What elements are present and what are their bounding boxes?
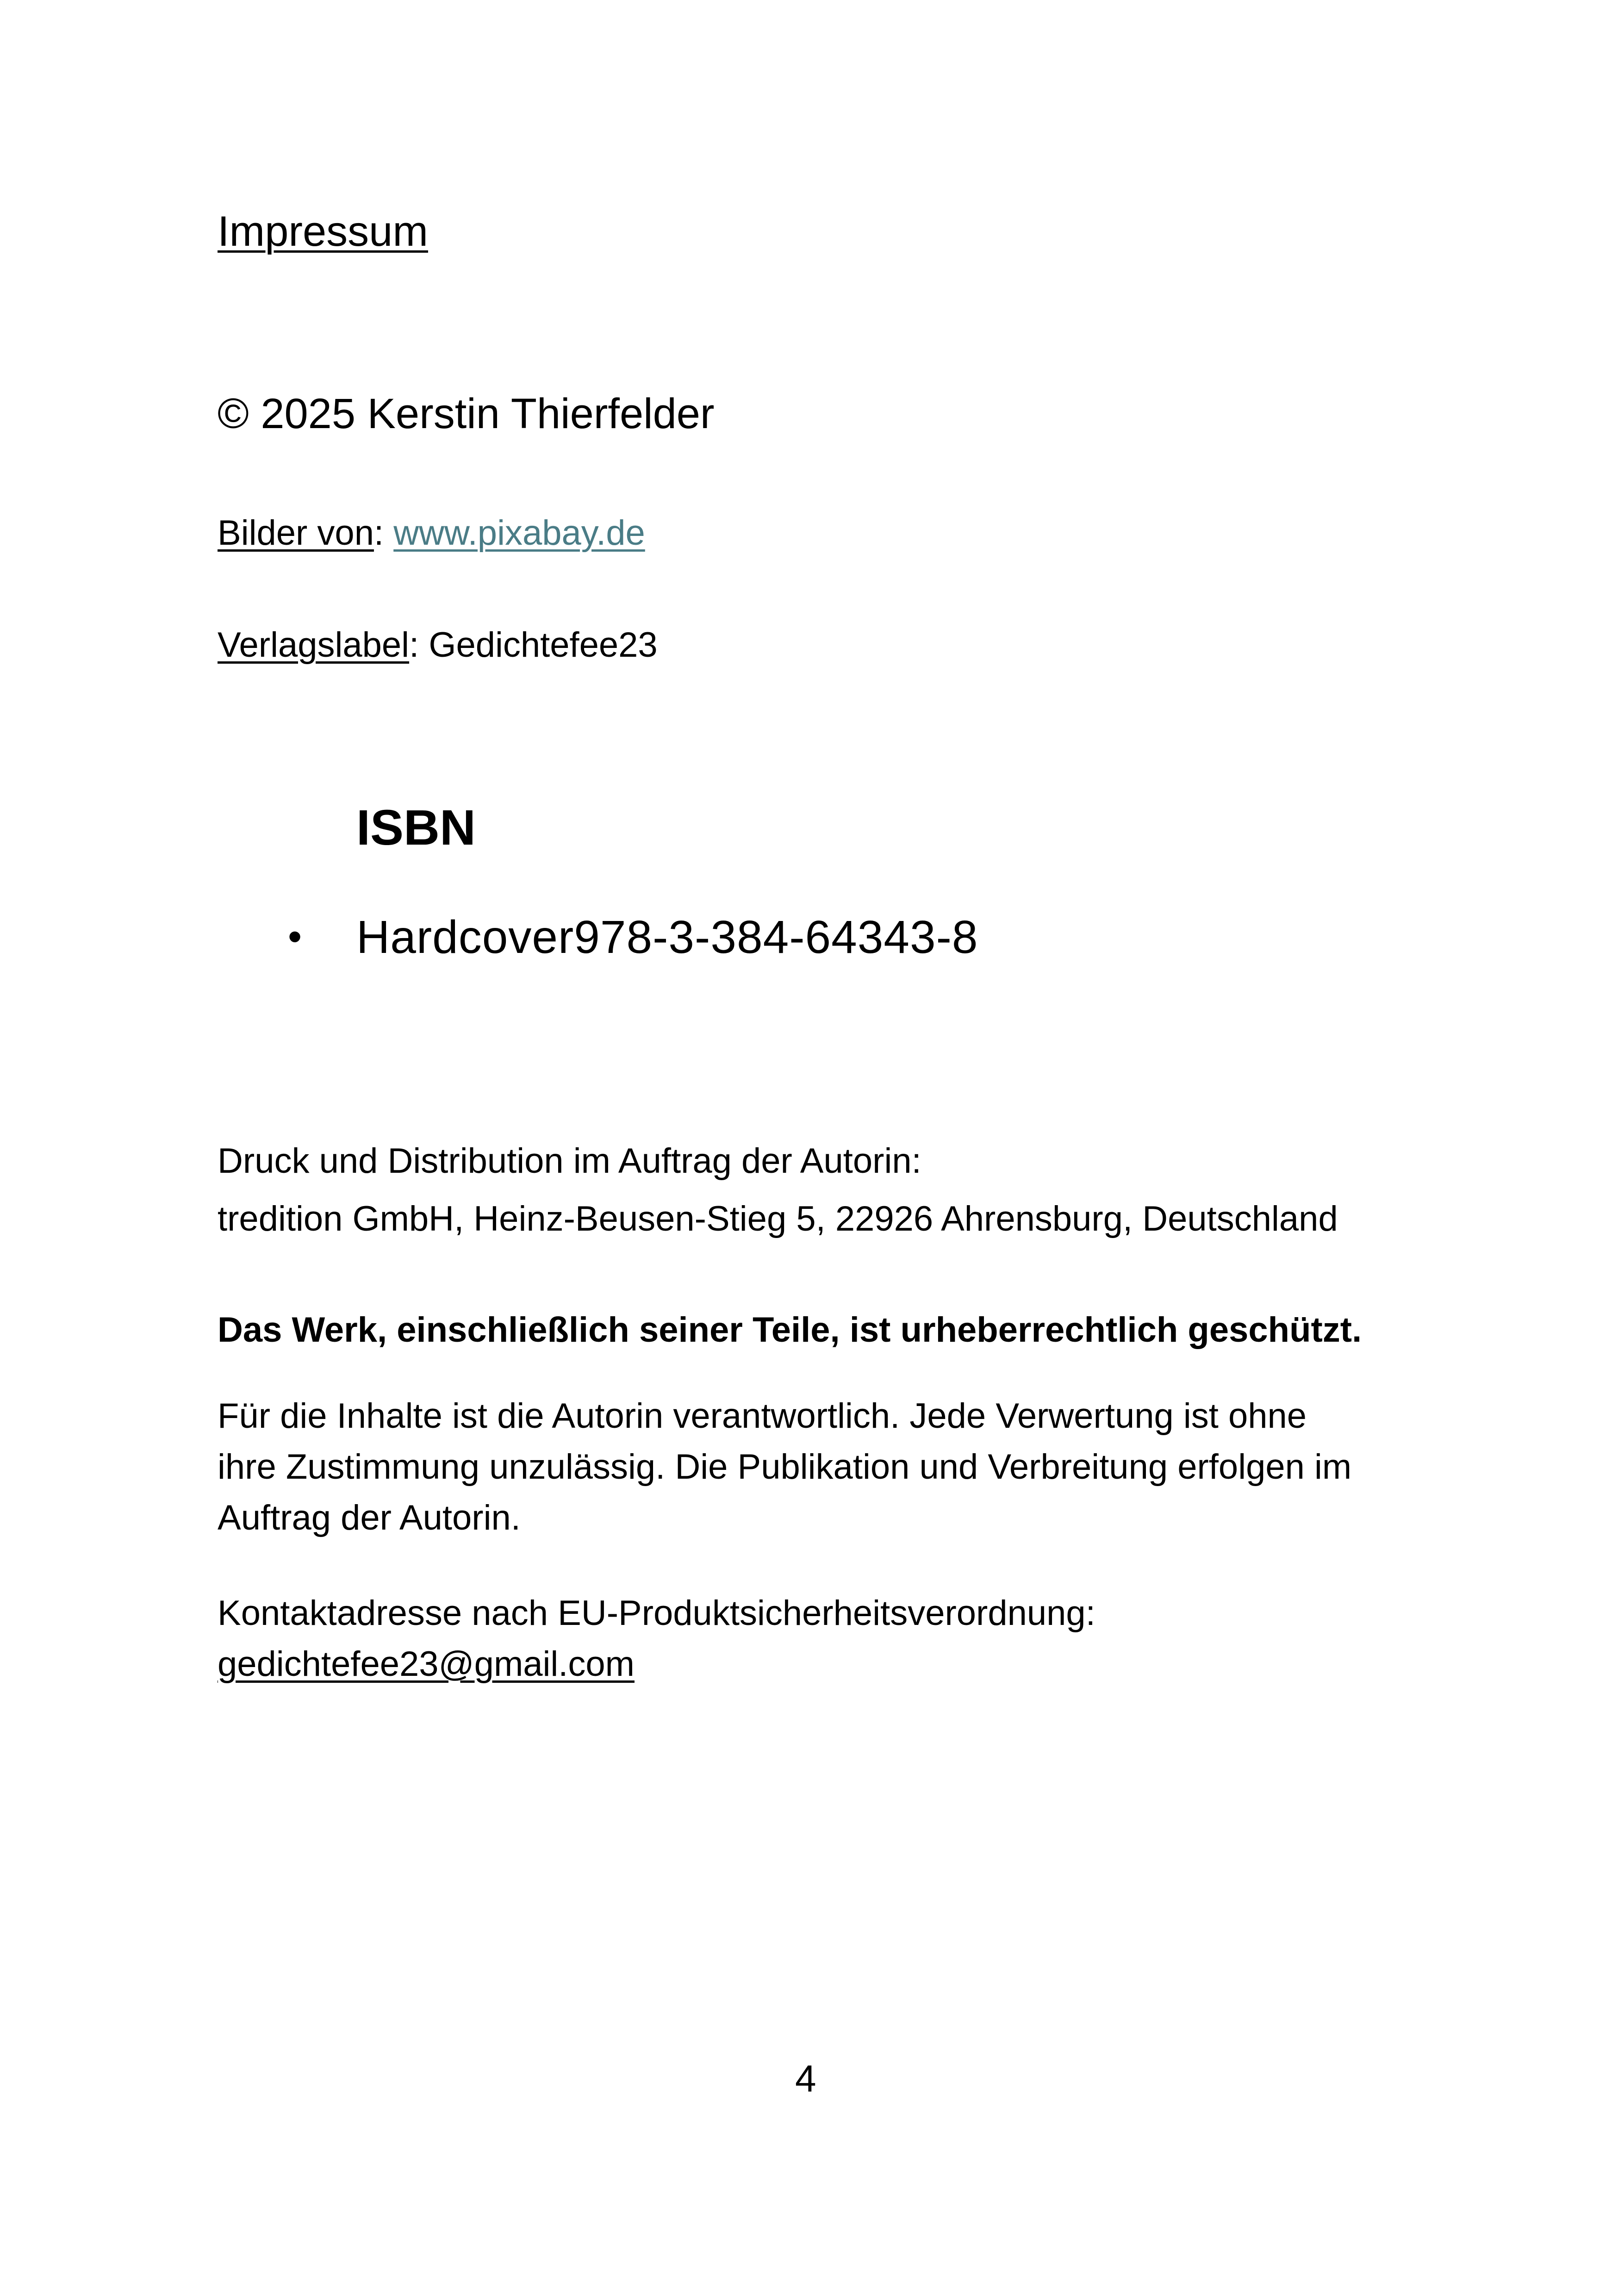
contact-label: Kontaktadresse nach EU-Produktsicherheitsverordnung: (218, 1593, 1095, 1633)
images-credit-line (218, 513, 645, 553)
copyright-notice: Das Werk, einschließlich seiner Teile, ist urheberrechtlich geschützt. (218, 1310, 1362, 1350)
responsibility-paragraph (218, 1391, 1351, 1543)
pixabay-link[interactable]: www.pixabay.de (393, 513, 645, 553)
copyright-line: © 2025 Kerstin Thierfelder (218, 390, 715, 437)
page-number: 4 (795, 2058, 816, 2100)
bullet-icon: • (288, 915, 302, 959)
isbn-heading: ISBN (356, 799, 476, 855)
publisher-label-value: Gedichtefee23 (429, 625, 658, 665)
distribution-line-2: tredition GmbH, Heinz-Beusen-Stieg 5, 22926 Ahrensburg, Deutschland (218, 1199, 1338, 1238)
contact-email-link[interactable]: gedichtefee23@gmail.com (218, 1644, 635, 1684)
distribution-line-1: Druck und Distribution im Auftrag der Autorin: (218, 1141, 921, 1181)
isbn-list-item: Hardcover978-3-384-64343-8 (356, 911, 978, 963)
publisher-label-line (218, 625, 658, 665)
responsibility-line: Auftrag der Autorin. (218, 1498, 521, 1537)
publisher-label-label: Verlagslabel (218, 625, 410, 665)
images-credit-separator: : (373, 513, 384, 553)
responsibility-line: ihre Zustimmung unzulässig. Die Publikation und Verbreitung erfolgen im (218, 1447, 1352, 1487)
images-credit-label: Bilder von (218, 513, 374, 553)
page-heading: Impressum (218, 208, 428, 255)
responsibility-line: Für die Inhalte ist die Autorin verantwortlich. Jede Verwertung ist ohne (218, 1396, 1307, 1436)
publisher-label-separator: : (409, 625, 419, 665)
